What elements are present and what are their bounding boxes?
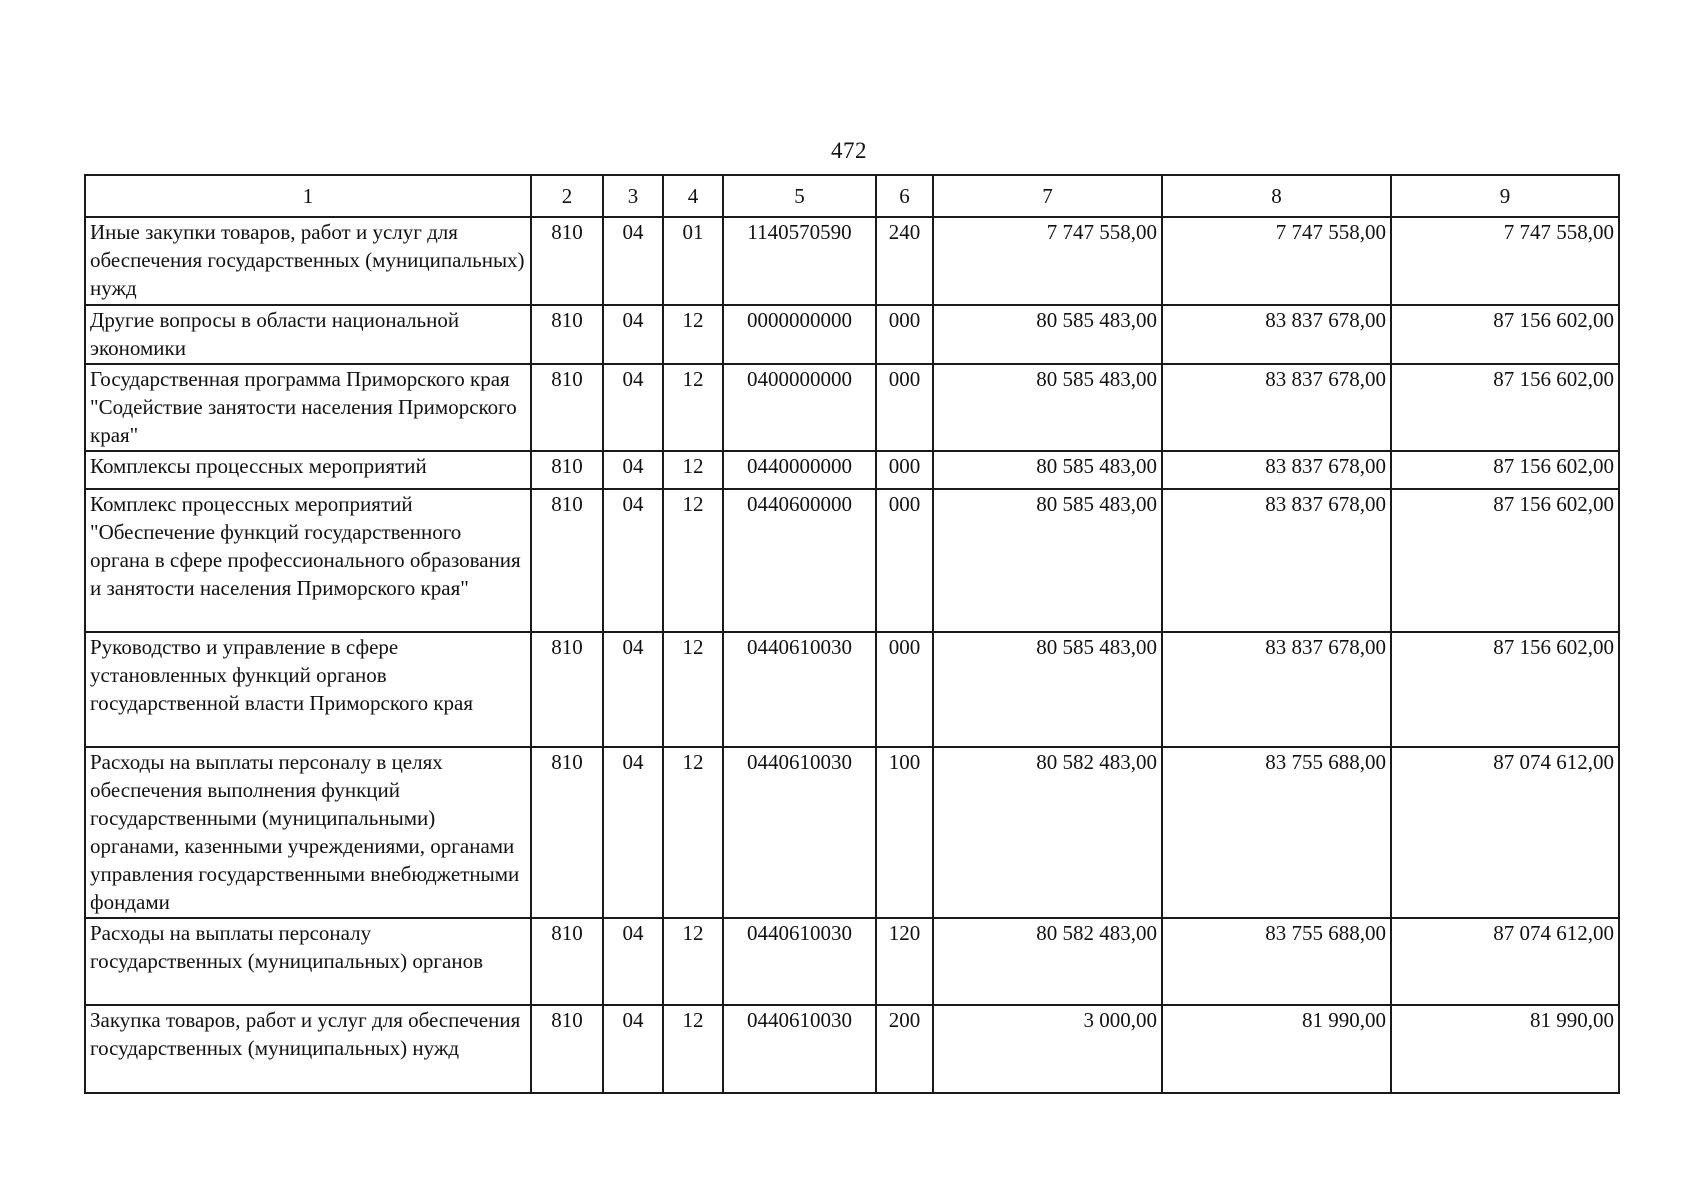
amount-col-7: 80 582 483,00: [933, 747, 1162, 918]
amount-col-7: 7 747 558,00: [933, 217, 1162, 305]
subsection-code: 12: [663, 451, 723, 489]
target-article-code: 0440610030: [723, 632, 876, 747]
budget-table: [84, 174, 1620, 1094]
subsection-code: 12: [663, 918, 723, 1005]
table-row: [85, 489, 1619, 632]
target-article-code: 0400000000: [723, 364, 876, 451]
section-code: 04: [603, 451, 663, 489]
page-number: 472: [831, 138, 867, 163]
column-header-6: 6: [876, 175, 933, 217]
amount-col-7: 3 000,00: [933, 1005, 1162, 1093]
amount-col-8: 83 837 678,00: [1162, 364, 1391, 451]
table-row: [85, 217, 1619, 305]
target-article-code: 0440610030: [723, 747, 876, 918]
amount-col-7: 80 582 483,00: [933, 918, 1162, 1005]
amount-col-9: 7 747 558,00: [1391, 217, 1619, 305]
target-article-code: 1140570590: [723, 217, 876, 305]
subsection-code: 12: [663, 1005, 723, 1093]
amount-col-8: 83 837 678,00: [1162, 451, 1391, 489]
amount-col-8: 83 837 678,00: [1162, 305, 1391, 364]
amount-col-8: 83 837 678,00: [1162, 489, 1391, 632]
column-header-5: 5: [723, 175, 876, 217]
row-name: Расходы на выплаты персоналу государственных (муниципальных) органов: [85, 918, 531, 1005]
section-code: 04: [603, 489, 663, 632]
column-header-2: 2: [531, 175, 603, 217]
row-name: Иные закупки товаров, работ и услуг для обеспечения государственных (муниципальных) нужд: [85, 217, 531, 305]
ministry-code: 810: [531, 364, 603, 451]
expense-type-code: 000: [876, 451, 933, 489]
target-article-code: 0440600000: [723, 489, 876, 632]
section-code: 04: [603, 918, 663, 1005]
section-code: 04: [603, 364, 663, 451]
amount-col-9: 87 074 612,00: [1391, 918, 1619, 1005]
row-name: Комплекс процессных мероприятий "Обеспечение функций государственного органа в сфере профессионального образования и занятости населения Приморского края": [85, 489, 531, 632]
expense-type-code: 100: [876, 747, 933, 918]
amount-col-7: 80 585 483,00: [933, 305, 1162, 364]
expense-type-code: 120: [876, 918, 933, 1005]
subsection-code: 12: [663, 489, 723, 632]
table-row: [85, 305, 1619, 364]
target-article-code: 0000000000: [723, 305, 876, 364]
amount-col-9: 87 156 602,00: [1391, 305, 1619, 364]
expense-type-code: 000: [876, 305, 933, 364]
row-name: Руководство и управление в сфере установленных функций органов государственной власти Приморского края: [85, 632, 531, 747]
ministry-code: 810: [531, 1005, 603, 1093]
column-header-4: 4: [663, 175, 723, 217]
subsection-code: 12: [663, 305, 723, 364]
table-row: [85, 1005, 1619, 1093]
amount-col-9: 87 156 602,00: [1391, 451, 1619, 489]
amount-col-9: 87 156 602,00: [1391, 632, 1619, 747]
ministry-code: 810: [531, 918, 603, 1005]
amount-col-8: 83 837 678,00: [1162, 632, 1391, 747]
subsection-code: 12: [663, 364, 723, 451]
row-name: Комплексы процессных мероприятий: [85, 451, 531, 489]
amount-col-7: 80 585 483,00: [933, 632, 1162, 747]
row-name: Другие вопросы в области национальной экономики: [85, 305, 531, 364]
section-code: 04: [603, 747, 663, 918]
expense-type-code: 200: [876, 1005, 933, 1093]
amount-col-7: 80 585 483,00: [933, 451, 1162, 489]
column-header-9: 9: [1391, 175, 1619, 217]
row-name: Закупка товаров, работ и услуг для обеспечения государственных (муниципальных) нужд: [85, 1005, 531, 1093]
section-code: 04: [603, 305, 663, 364]
subsection-code: 01: [663, 217, 723, 305]
expense-type-code: 000: [876, 364, 933, 451]
ministry-code: 810: [531, 217, 603, 305]
amount-col-8: 81 990,00: [1162, 1005, 1391, 1093]
amount-col-9: 87 074 612,00: [1391, 747, 1619, 918]
section-code: 04: [603, 632, 663, 747]
column-header-3: 3: [603, 175, 663, 217]
amount-col-8: 83 755 688,00: [1162, 747, 1391, 918]
amount-col-8: 7 747 558,00: [1162, 217, 1391, 305]
section-code: 04: [603, 217, 663, 305]
column-header-8: 8: [1162, 175, 1391, 217]
table-row: [85, 632, 1619, 747]
row-name: Государственная программа Приморского края "Содействие занятости населения Приморского края": [85, 364, 531, 451]
amount-col-9: 87 156 602,00: [1391, 364, 1619, 451]
ministry-code: 810: [531, 489, 603, 632]
table-row: [85, 747, 1619, 918]
section-code: 04: [603, 1005, 663, 1093]
row-name: Расходы на выплаты персоналу в целях обеспечения выполнения функций государственными (муниципальными) органами, казенными учреждениями, органами управления государственными внебюджетными фондами: [85, 747, 531, 918]
amount-col-9: 87 156 602,00: [1391, 489, 1619, 632]
table-row: [85, 918, 1619, 1005]
ministry-code: 810: [531, 632, 603, 747]
target-article-code: 0440610030: [723, 918, 876, 1005]
table-row: [85, 451, 1619, 489]
expense-type-code: 000: [876, 489, 933, 632]
expense-type-code: 240: [876, 217, 933, 305]
ministry-code: 810: [531, 305, 603, 364]
target-article-code: 0440000000: [723, 451, 876, 489]
target-article-code: 0440610030: [723, 1005, 876, 1093]
amount-col-7: 80 585 483,00: [933, 364, 1162, 451]
ministry-code: 810: [531, 747, 603, 918]
subsection-code: 12: [663, 747, 723, 918]
ministry-code: 810: [531, 451, 603, 489]
subsection-code: 12: [663, 632, 723, 747]
column-header-7: 7: [933, 175, 1162, 217]
amount-col-7: 80 585 483,00: [933, 489, 1162, 632]
header-row: [85, 175, 1619, 217]
table-row: [85, 364, 1619, 451]
amount-col-8: 83 755 688,00: [1162, 918, 1391, 1005]
column-header-1: 1: [85, 175, 531, 217]
amount-col-9: 81 990,00: [1391, 1005, 1619, 1093]
expense-type-code: 000: [876, 632, 933, 747]
